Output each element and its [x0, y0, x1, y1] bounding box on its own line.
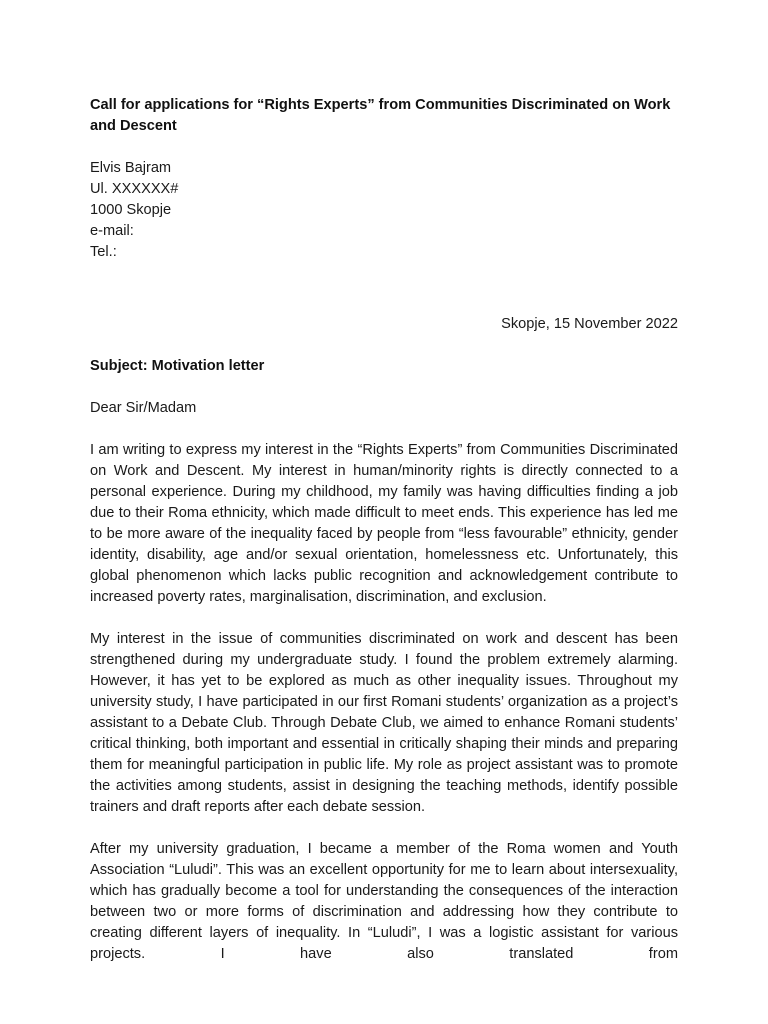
- sender-city: 1000 Skopje: [90, 202, 172, 218]
- sender-address-block: [90, 158, 678, 263]
- document-page: [90, 95, 678, 980]
- sender-email-label: e-mail:: [90, 223, 134, 239]
- salutation: Dear Sir/Madam: [90, 400, 197, 416]
- subject-line: Subject: Motivation letter: [90, 358, 265, 374]
- sender-name: Elvis Bajram: [90, 160, 172, 176]
- body-paragraph-2: My interest in the issue of communities discriminated on work and descent has been strengthened during my undergraduate study. I found the problem extremely alarming. However, it has yet to be explored as much as other inequality issues. Throughout my university study, I have participated in our first Romani students’ organization as a project’s assistant to a Debate Club. Through Debate Club, we aimed to enhance Romani students’ critical thinking, both important and essential in critically shaping their minds and preparing them for meaningful participation in public life. My role as project assistant was to promote the activities among students, assist in designing the teaching methods, identify possible trainers and draft reports after each debate session.: [90, 631, 678, 815]
- body-paragraph-3: After my university graduation, I became a member of the Roma women and Youth Association “Luludi”. This was an excellent opportunity for me to learn about intersexuality, which has gradually become a tool for understanding the consequences of the interaction between two or more forms of discrimination and addressing how they contribute to creating different layers of inequality. In “Luludi”, I was a logistic assistant for various projects. I have also translated from: [90, 841, 678, 962]
- body-paragraph-1: I am writing to express my interest in the “Rights Experts” from Communities Discriminated on Work and Descent. My interest in human/minority rights is directly connected to a personal experience. During my childhood, my family was having difficulties finding a job due to their Roma ethnicity, which made difficult to meet ends. This experience has led me to be more aware of the inequality faced by people from “less favourable” ethnicity, gender identity, disability, age and/or sexual orientation, homelessness etc. Unfortunately, this global phenomenon which lacks public recognition and acknowledgement contribute to increased poverty rates, marginalisation, discrimination, and exclusion.: [90, 442, 678, 605]
- date-line: Skopje, 15 November 2022: [501, 316, 678, 332]
- document-title: Call for applications for “Rights Experts” from Communities Discriminated on Work and Descent: [90, 97, 671, 134]
- sender-tel-label: Tel.:: [90, 244, 117, 260]
- sender-street: Ul. XXXXXX#: [90, 181, 179, 197]
